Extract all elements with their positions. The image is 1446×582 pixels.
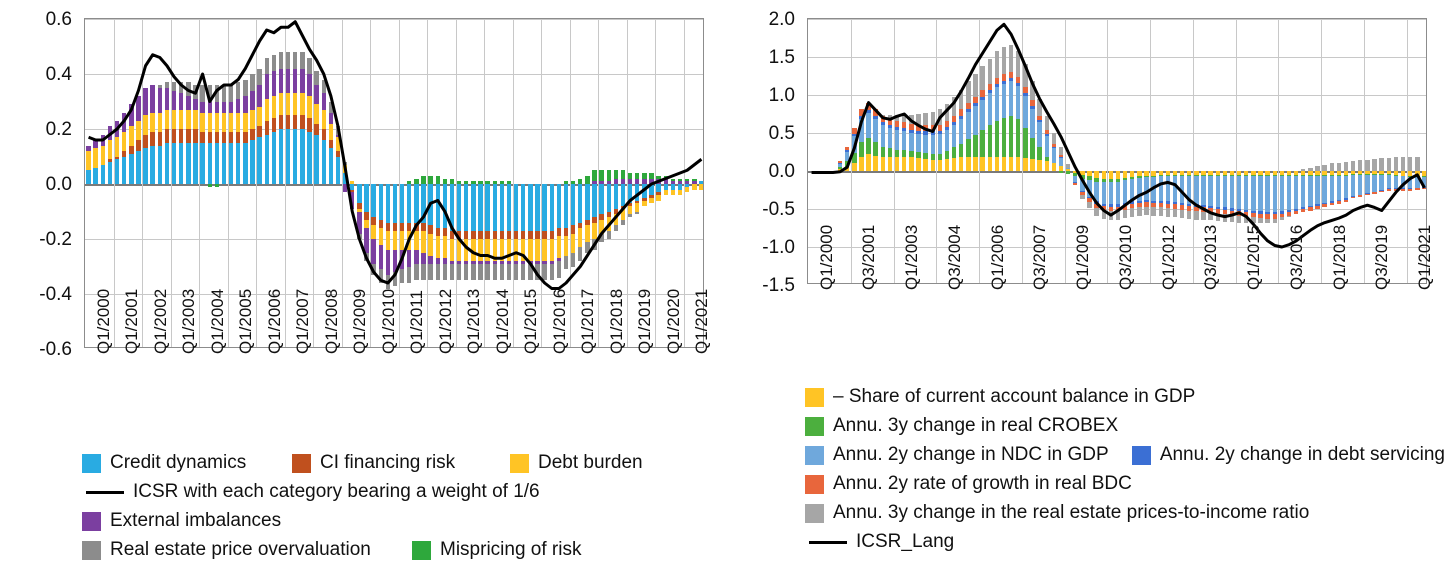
legend-item-crobex <box>805 415 1118 437</box>
legend-swatch-real-estate-overvaluation <box>82 541 101 560</box>
legend-item-debt-servicing <box>1132 444 1445 466</box>
legend-item-real-estate-overvaluation <box>82 539 412 561</box>
xtick-label: Q3/2001 <box>859 224 879 290</box>
xtick-label: Q1/2005 <box>236 288 256 354</box>
left-ytick-4: -0.2 <box>39 229 72 250</box>
legend-label: ICSR with each category bearing a weight of 1/6 <box>133 481 540 502</box>
legend-swatch-ci-financing-risk <box>292 454 311 473</box>
xtick-label: Q1/2000 <box>816 224 836 290</box>
xtick-label: Q3/2004 <box>944 224 964 290</box>
left-ytick-5: -0.4 <box>39 284 72 305</box>
legend-row <box>805 415 1445 437</box>
right-ytick-5: -0.5 <box>762 199 795 220</box>
xtick-label: Q1/2021 <box>692 288 712 354</box>
legend-row <box>805 473 1445 495</box>
xtick-label: Q1/2018 <box>1329 224 1349 290</box>
xtick-label: Q3/2010 <box>1115 224 1135 290</box>
xtick-label: Q1/2012 <box>1158 224 1178 290</box>
legend-swatch-current-account-balance <box>805 388 824 407</box>
legend-label: Annu. 2y change in debt servicing <box>1159 444 1445 465</box>
legend-label: Annu. 2y change in NDC in GDP <box>833 444 1109 465</box>
legend-row <box>82 481 722 503</box>
legend-label: External imbalances <box>110 510 282 531</box>
right-ytick-6: -1.0 <box>762 237 795 258</box>
legend-line-icsr <box>86 491 124 494</box>
xtick-label: Q1/2015 <box>521 288 541 354</box>
legend-row <box>805 386 1445 408</box>
xtick-label: Q1/2000 <box>93 288 113 354</box>
xtick-label: Q1/2008 <box>321 288 341 354</box>
xtick-label: Q1/2009 <box>350 288 370 354</box>
legend-label: Real estate price overvaluation <box>110 539 371 560</box>
legend-row <box>805 502 1445 524</box>
xtick-label: Q1/2006 <box>987 224 1007 290</box>
legend-label: Debt burden <box>538 452 643 473</box>
right-legend <box>805 386 1445 560</box>
legend-swatch-real-estate-price-income <box>805 504 824 523</box>
xtick-label: Q1/2010 <box>378 288 398 354</box>
xtick-label: Q1/2002 <box>150 288 170 354</box>
legend-swatch-crobex <box>805 417 824 436</box>
legend-item-icsr-lang-line <box>809 531 954 553</box>
xtick-label: Q1/2019 <box>635 288 655 354</box>
xtick-label: Q1/2020 <box>663 288 683 354</box>
right-ytick-1: 1.5 <box>768 47 795 68</box>
xtick-label: Q1/2009 <box>1073 224 1093 290</box>
xtick-label: Q1/2012 <box>435 288 455 354</box>
xtick-label: Q1/2016 <box>549 288 569 354</box>
legend-swatch-credit-dynamics <box>82 454 101 473</box>
xtick-label: Q1/2003 <box>179 288 199 354</box>
legend-swatch-debt-burden <box>510 454 529 473</box>
xtick-label: Q1/2018 <box>606 288 626 354</box>
left-ytick-2: 0.2 <box>45 119 72 140</box>
legend-label: Annu. 3y change in the real estate prices-to-income ratio <box>833 502 1310 523</box>
xtick-label: Q3/2013 <box>1201 224 1221 290</box>
legend-row <box>805 531 1445 553</box>
legend-label: CI financing risk <box>320 452 456 473</box>
legend-item-credit-dynamics <box>82 452 292 474</box>
legend-swatch-real-bdc <box>805 475 824 494</box>
legend-label: ICSR_Lang <box>856 531 955 552</box>
legend-swatch-ndc-in-gdp <box>805 446 824 465</box>
right-ytick-7: -1.5 <box>762 275 795 296</box>
left-ytick-6: -0.6 <box>39 339 72 360</box>
legend-row <box>82 510 722 532</box>
legend-label: Annu. 3y change in real CROBEX <box>833 415 1119 436</box>
right-ytick-0: 2.0 <box>768 9 795 30</box>
left-ytick-0: 0.6 <box>45 9 72 30</box>
right-ytick-4: 0.0 <box>768 161 795 182</box>
legend-item-external-imbalances <box>82 510 281 532</box>
xtick-label: Q3/2019 <box>1372 224 1392 290</box>
legend-swatch-mispricing-of-risk <box>412 541 431 560</box>
xtick-label: Q1/2015 <box>1244 224 1264 290</box>
legend-label: – Share of current account balance in GDP <box>833 386 1196 407</box>
legend-row <box>805 444 1445 466</box>
xtick-label: Q1/2004 <box>207 288 227 354</box>
legend-label: Mispricing of risk <box>440 539 582 560</box>
legend-item-mispricing-of-risk <box>412 539 581 561</box>
legend-swatch-external-imbalances <box>82 512 101 531</box>
left-ytick-1: 0.4 <box>45 64 72 85</box>
legend-item-ci-financing-risk <box>292 452 510 474</box>
xtick-label: Q1/2001 <box>122 288 142 354</box>
xtick-label: Q1/2014 <box>492 288 512 354</box>
right-ytick-3: 0.5 <box>768 123 795 144</box>
legend-item-ndc-in-gdp <box>805 444 1132 466</box>
legend-row <box>82 539 722 561</box>
legend-item-real-bdc <box>805 473 1132 495</box>
legend-row <box>82 452 722 474</box>
legend-item-current-account-balance <box>805 386 1195 408</box>
xtick-label: Q1/2007 <box>293 288 313 354</box>
xtick-label: Q1/2013 <box>464 288 484 354</box>
xtick-label: Q1/2021 <box>1415 224 1435 290</box>
xtick-label: Q3/2007 <box>1030 224 1050 290</box>
series-line <box>812 24 1425 247</box>
legend-line-icsr-lang <box>809 541 847 544</box>
legend-item-icsr-line <box>86 481 540 503</box>
right-chart-panel <box>723 0 1446 582</box>
xtick-label: Q1/2011 <box>407 290 427 354</box>
xtick-label: Q1/2017 <box>578 288 598 354</box>
xtick-label: Q3/2016 <box>1286 224 1306 290</box>
legend-label: Credit dynamics <box>110 452 247 473</box>
right-ytick-2: 1.0 <box>768 85 795 106</box>
xtick-label: Q1/2003 <box>902 224 922 290</box>
xtick-label: Q1/2006 <box>264 288 284 354</box>
legend-label: Annu. 2y rate of growth in real BDC <box>833 473 1132 494</box>
legend-swatch-debt-servicing <box>1132 446 1151 465</box>
left-ytick-3: 0.0 <box>45 174 72 195</box>
series-line <box>89 22 702 289</box>
legend-item-real-estate-price-income <box>805 502 1309 524</box>
legend-item-debt-burden <box>510 452 643 474</box>
left-legend <box>82 452 722 568</box>
